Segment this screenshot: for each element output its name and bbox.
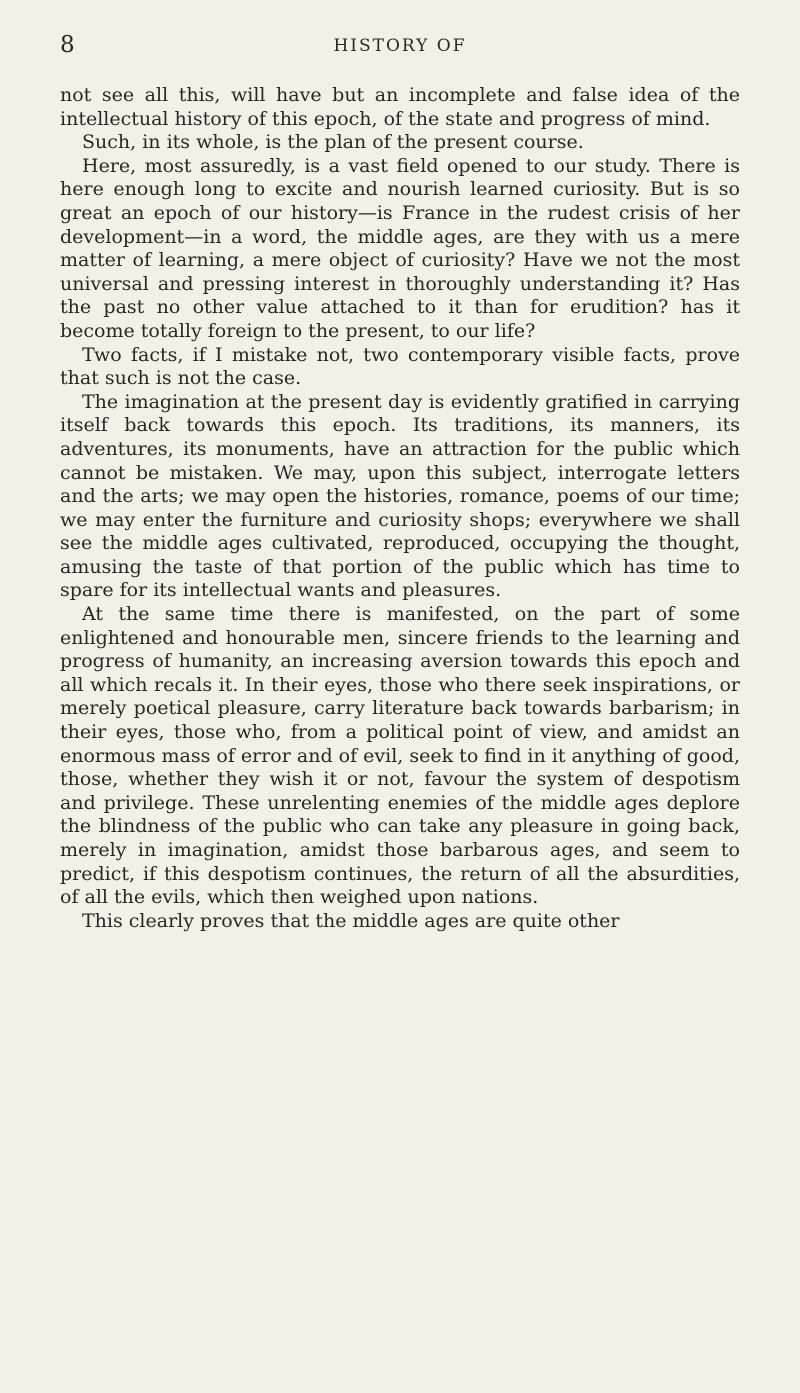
page-number: 8 <box>60 32 76 58</box>
running-head: HISTORY OF <box>333 36 467 56</box>
body-text <box>60 84 740 933</box>
paragraph: Here, most assuredly, is a vast field opened to our study. There is here enough long to excite and nourish learned curiosity. But is so great an epoch of our history—is France in the rudest crisis of her development—in a word, the middle ages, are they with us a mere matter of learning, a mere object of curiosity? Have we not the most universal and pressing interest in thoroughly understanding it? Has the past no other value attached to it than for erudition? has it become totally foreign to the present, to our life? <box>60 154 740 342</box>
paragraph: not see all this, will have but an incomplete and false idea of the intellectual history of this epoch, of the state and progress of mind. <box>60 84 740 130</box>
paragraph: Two facts, if I mistake not, two contemporary visible facts, prove that such is not the case. <box>60 343 740 390</box>
paragraph: This clearly proves that the middle ages are quite other <box>82 909 620 932</box>
paragraph: Such, in its whole, is the plan of the present course. <box>82 131 584 154</box>
page-header <box>60 32 740 62</box>
paragraph: The imagination at the present day is evidently gratified in carrying itself back towards this epoch. Its traditions, its manners, its adventures, its monuments, have an attraction for the public which cannot be mistaken. We may, upon this subject, interrogate letters and the arts; we may open the histories, romance, poems of our time; we may enter the furniture and curiosity shops; everywhere we shall see the middle ages cultivated, reproduced, occupying the thought, amusing the taste of that portion of the public which has time to spare for its intellectual wants and pleasures. <box>60 390 740 602</box>
paragraph: At the same time there is manifested, on the part of some enlightened and honourable men, sincere friends to the learning and progress of humanity, an increasing aversion towards this epoch and all which recals it. In their eyes, those who there seek inspirations, or merely poetical pleasure, carry literature back towards barbarism; in their eyes, those who, from a political point of view, and amidst an enormous mass of error and of evil, seek to find in it anything of good, those, whether they wish it or not, favour the system of despotism and privilege. These unrelenting enemies of the middle ages deplore the blindness of the public who can take any pleasure in going back, merely in imagination, amidst those barbarous ages, and seem to predict, if this despotism continues, the return of all the absurdities, of all the evils, which then weighed upon nations. <box>60 603 740 909</box>
